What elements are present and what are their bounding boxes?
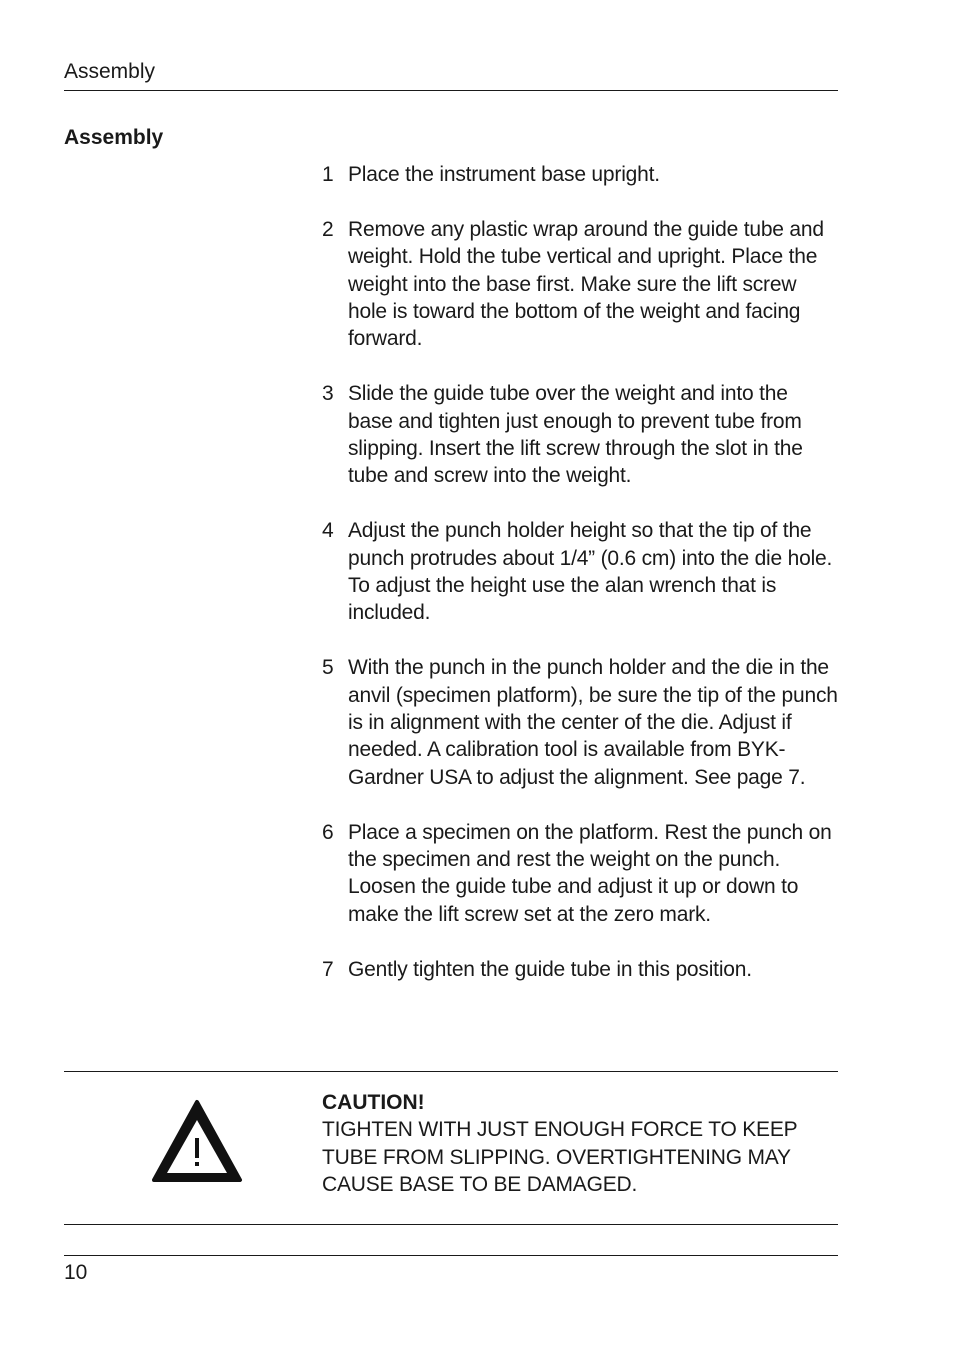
step-4: [322, 517, 838, 627]
step-number: 3: [322, 382, 334, 406]
caution-text: TIGHTEN WITH JUST ENOUGH FORCE TO KEEP TUBE FROM SLIPPING. OVERTIGHTENING MAY CAUSE BASE TO BE DAMAGED.: [322, 1118, 798, 1197]
step-number: 5: [322, 656, 334, 680]
page-number: 10: [64, 1261, 88, 1284]
step-number: 1: [322, 163, 334, 186]
footer-rule: [64, 1255, 838, 1256]
caution-top-rule: [64, 1071, 838, 1072]
step-2: [322, 216, 838, 353]
step-text: Slide the guide tube over the weight and into the base and tighten just enough to prevent tube from slipping. Insert the lift screw through the slot in the tube and screw into the weight.: [348, 382, 803, 488]
step-6: [322, 819, 838, 929]
section-title: Assembly: [64, 126, 164, 149]
step-number: 4: [322, 519, 334, 543]
step-text: Adjust the punch holder height so that the tip of the punch protrudes about 1/4” (0.6 cm) into the die hole. To adjust the height use the alan wrench that is included.: [348, 519, 833, 625]
caution-title: CAUTION!: [322, 1091, 425, 1114]
step-5: [322, 654, 838, 791]
warning-triangle-icon: [150, 1098, 244, 1184]
step-text: Gently tighten the guide tube in this position.: [348, 957, 752, 981]
header-rule: [64, 90, 838, 91]
running-header: Assembly: [64, 60, 156, 83]
assembly-steps-list: [322, 161, 838, 1010]
caution-block: [322, 1089, 838, 1199]
step-number: 6: [322, 820, 334, 844]
step-1: [322, 161, 838, 188]
step-number: 7: [322, 957, 334, 981]
step-7: [322, 956, 838, 983]
step-number: 2: [322, 217, 334, 241]
step-3: [322, 380, 838, 490]
step-text: Place a specimen on the platform. Rest the punch on the specimen and rest the weight on the punch. Loosen the guide tube and adjust it up or down to make the lift screw set at the zero mark.: [348, 820, 832, 926]
caution-bottom-rule: [64, 1224, 838, 1225]
step-text: Place the instrument base upright.: [348, 163, 660, 186]
step-text: Remove any plastic wrap around the guide tube and weight. Hold the tube vertical and upright. Place the weight into the base first. Make sure the lift screw hole is toward the bottom of the weight and facing forward.: [348, 217, 824, 351]
step-text: With the punch in the punch holder and the die in the anvil (specimen platform), be sure the tip of the punch is in alignment with the center of the die. Adjust if needed. A calibration tool is available from BYK-Gardner USA to adjust the alignment. See page 7.: [348, 656, 838, 789]
